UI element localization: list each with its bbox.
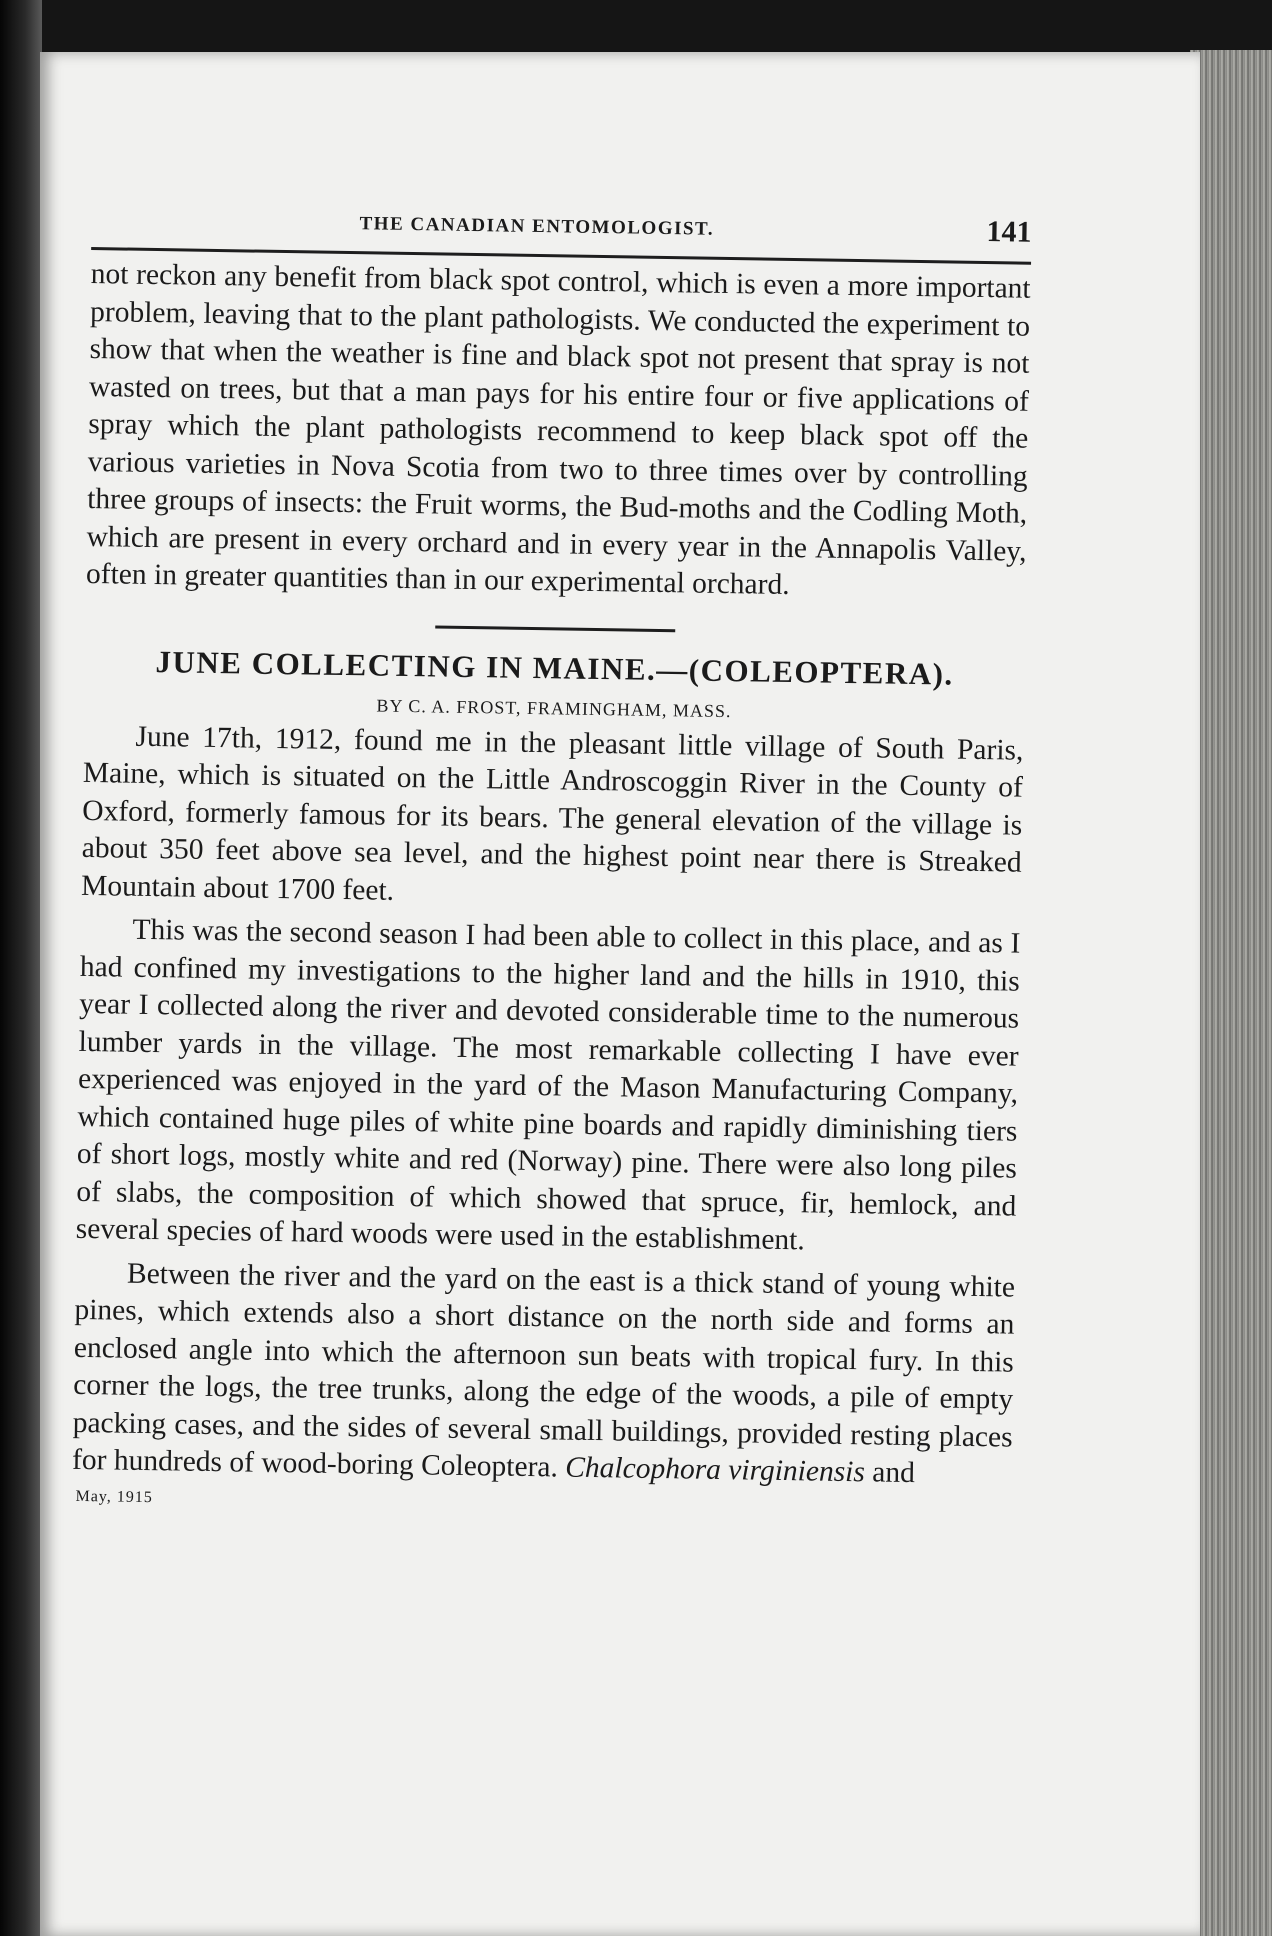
article-paragraph: This was the second season I had been able to collect in this place, and as I had confined my investigations to the higher land and the hills in 1910, this year I collected along the river and devoted considerable time to the numerous lumber yards in the village. The most remarkable collecting I have ever experienced was enjoyed in the yard of the Mason Manufacturing Company, which contained huge piles of white pine boards and rapidly diminishing tiers of short logs, mostly white and red (Norway) pine. There were also long piles of slabs, the composition of which showed that spruce, fir, hemlock, and several species of hard woods were used in the establishment. — [75, 913, 1021, 1257]
section-divider — [435, 625, 675, 632]
species-name: Chalcophora virginiensis — [565, 1451, 866, 1489]
article-byline: BY C. A. FROST, FRAMINGHAM, MASS. — [376, 695, 732, 721]
printer-signature-mark: May, 1915 — [75, 1487, 153, 1506]
page-text-block — [71, 195, 1031, 1520]
page-number: 141 — [986, 215, 1032, 249]
continuation-paragraph: not reckon any benefit from black spot control, which is even a more important problem, leaving that to the plant pathologists. We conducted the experiment to show that when the weather is fine and black spot not present that spray is not wasted on trees, but that a man pays for his entire four or five applications of spray which the plant pathologists recommend to keep black spot off the various varieties in Nova Scotia from two to three times over by controlling three groups of insects: the Fruit worms, the Bud-moths and the Codling Moth, which are present in every orchard and in every year in the Annapolis Valley, often in greater quantities than in our experimental orchard. — [85, 257, 1031, 602]
article-paragraph-last — [72, 1254, 1015, 1494]
journal-title: THE CANADIAN ENTOMOLOGIST. — [359, 213, 715, 240]
paragraph-text: Between the river and the yard on the east is a thick stand of young white pines, which extends also a short distance on the north side and forms an enclosed angle into which the afternoon sun beats with tropical fury. In this corner the logs, the tree trunks, along the edge of the woods, a pile of empty packing cases, and the sides of several small buildings, provided resting places for hundreds of wood-boring Coleoptera. — [71, 1257, 1016, 1484]
book-spine-shadow — [0, 0, 42, 1936]
page-stack-edge — [1190, 50, 1272, 1936]
article-paragraph: June 17th, 1912, found me in the pleasant little village of South Paris, Maine, which is situated on the Little Androscoggin River in the County of Oxford, formerly famous for its bears. The general elevation of the village is about 350 feet above sea level, and the highest point near there is Streaked Mountain about 1700 feet. — [80, 720, 1024, 907]
paragraph-tail: and — [871, 1456, 916, 1490]
article-title: JUNE COLLECTING IN MAINE.—(COLEOPTERA). — [155, 643, 954, 692]
